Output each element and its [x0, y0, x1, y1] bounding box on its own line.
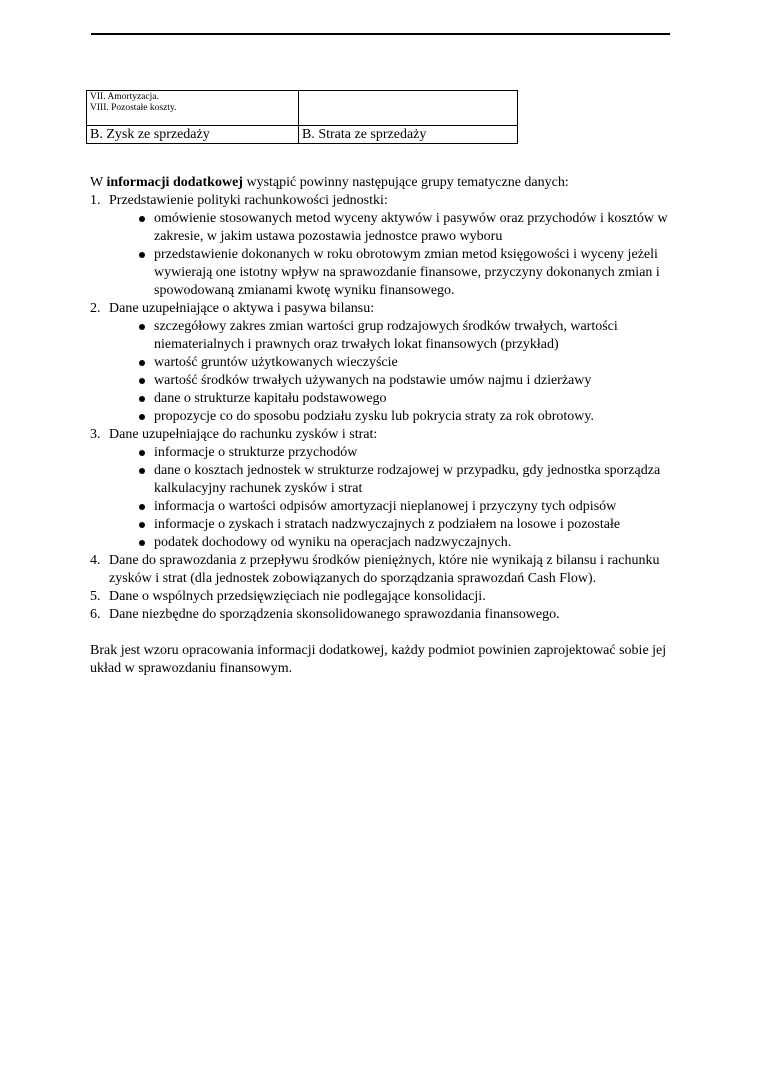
- bullet-text: podatek dochodowy od wyniku na operacjach nadzwyczajnych.: [154, 535, 512, 550]
- bullet-icon: [139, 396, 145, 402]
- bullet-text: przedstawienie dokonanych w roku obrotowym zmian metod księgowości i wyceny jeżeli wywierają one istotny wpływ na sprawozdanie finansowe, przyczyny dokonanych zmian i spowodowaną zmianami kwotę wyniku finansowego.: [154, 247, 660, 298]
- intro-suffix: wystąpić powinny następujące grupy tematyczne danych:: [242, 175, 569, 190]
- header-rule: [91, 33, 670, 35]
- topic-group-item: [90, 606, 670, 624]
- financial-table: [86, 90, 518, 144]
- table-cell-empty: [299, 91, 518, 126]
- list-item: [109, 408, 670, 426]
- list-item: [109, 354, 670, 372]
- sales-profit-cell: B. Zysk ze sprzedaży: [87, 126, 299, 144]
- cost-item-amortization: VII. Amortyzacja.: [90, 92, 159, 102]
- list-number: 3.: [90, 427, 101, 442]
- topic-group-item: [90, 426, 670, 552]
- bullet-list: [109, 318, 670, 426]
- bullet-icon: [139, 468, 145, 474]
- group-title: Dane niezbędne do sporządzenia skonsolidowanego sprawozdania finansowego.: [109, 607, 560, 622]
- group-title: Przedstawienie polityki rachunkowości jednostki:: [109, 193, 388, 208]
- bullet-text: omówienie stosowanych metod wyceny aktywów i pasywów oraz przychodów i kosztów w zakresie, w jakim ustawa pozostawia jednostce prawo wyboru: [154, 211, 668, 244]
- group-title: Dane uzupełniające o aktywa i pasywa bilansu:: [109, 301, 375, 316]
- bullet-icon: [139, 504, 145, 510]
- bullet-list: [109, 444, 670, 552]
- bullet-text: wartość gruntów użytkowanych wieczyście: [154, 355, 398, 370]
- list-number: 6.: [90, 607, 101, 622]
- bullet-text: wartość środków trwałych używanych na podstawie umów najmu i dzierżawy: [154, 373, 592, 388]
- bullet-icon: [139, 252, 145, 258]
- topic-group-item: [90, 192, 670, 300]
- bullet-icon: [139, 216, 145, 222]
- list-item: [109, 534, 670, 552]
- topic-group-item: [90, 300, 670, 426]
- list-item: [109, 246, 670, 300]
- document-body: [90, 174, 670, 678]
- bullet-icon: [139, 540, 145, 546]
- list-item: [109, 210, 670, 246]
- intro-prefix: W: [90, 175, 107, 190]
- list-item: [109, 516, 670, 534]
- bullet-text: informacja o wartości odpisów amortyzacji nieplanowej i przyczyny tych odpisów: [154, 499, 617, 514]
- list-item: [109, 444, 670, 462]
- bullet-icon: [139, 378, 145, 384]
- bullet-icon: [139, 414, 145, 420]
- list-number: 2.: [90, 301, 101, 316]
- group-title: Dane do sprawozdania z przepływu środków pieniężnych, które nie wynikają z bilansu i rachunku zysków i strat (dla jednostek zobowiązanych do sporządzania sprawozdań Cash Flow).: [109, 553, 660, 586]
- list-item: [109, 318, 670, 354]
- intro-bold-term: informacji dodatkowej: [106, 175, 243, 190]
- cost-item-other: VIII. Pozostałe koszty.: [90, 103, 177, 113]
- bullet-text: dane o strukturze kapitału podstawowego: [154, 391, 387, 406]
- table-row: [87, 91, 518, 126]
- list-item: [109, 498, 670, 516]
- bullet-text: szczegółowy zakres zmian wartości grup rodzajowych środków trwałych, wartości niematerialnych i prawnych oraz trwałych lokat finansowych (przykład): [154, 319, 618, 352]
- list-number: 4.: [90, 553, 101, 568]
- list-item: [109, 372, 670, 390]
- topic-group-item: [90, 588, 670, 606]
- bullet-icon: [139, 522, 145, 528]
- bullet-icon: [139, 360, 145, 366]
- topic-groups-list: [90, 192, 670, 624]
- table-row: [87, 126, 518, 144]
- list-number: 5.: [90, 589, 101, 604]
- intro-paragraph: [90, 174, 670, 192]
- list-item: [109, 462, 670, 498]
- bullet-icon: [139, 450, 145, 456]
- sales-loss-cell: B. Strata ze sprzedaży: [299, 126, 518, 144]
- closing-paragraph: Brak jest wzoru opracowania informacji dodatkowej, każdy podmiot powinien zaprojektować sobie jej układ w sprawozdaniu finansowym.: [90, 643, 667, 676]
- bullet-text: dane o kosztach jednostek w strukturze rodzajowej w przypadku, gdy jednostka sporządza kalkulacyjny rachunek zysków i strat: [154, 463, 661, 496]
- bullet-text: propozycje co do sposobu podziału zysku lub pokrycia straty za rok obrotowy.: [154, 409, 594, 424]
- list-item: [109, 390, 670, 408]
- bullet-text: informacje o strukturze przychodów: [154, 445, 358, 460]
- bullet-text: informacje o zyskach i stratach nadzwyczajnych z podziałem na losowe i pozostałe: [154, 517, 621, 532]
- bullet-list: [109, 210, 670, 300]
- table-cell: [87, 91, 299, 126]
- bullet-icon: [139, 324, 145, 330]
- group-title: Dane uzupełniające do rachunku zysków i strat:: [109, 427, 378, 442]
- list-number: 1.: [90, 193, 101, 208]
- group-title: Dane o wspólnych przedsięwzięciach nie podlegające konsolidacji.: [109, 589, 486, 604]
- topic-group-item: [90, 552, 670, 588]
